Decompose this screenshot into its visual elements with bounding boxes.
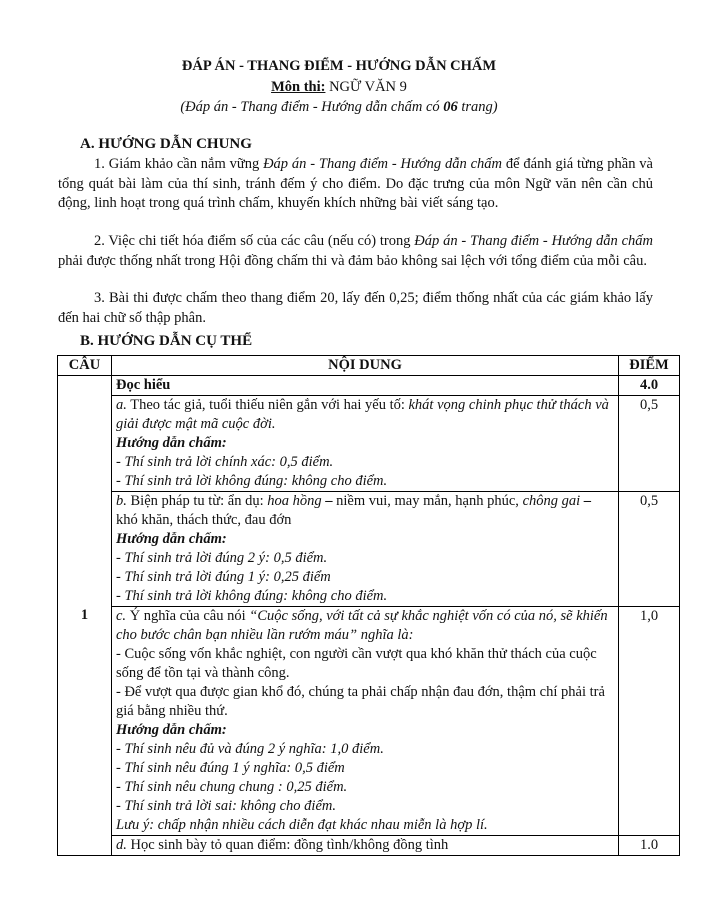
c-t2: nghĩa là: (357, 627, 414, 643)
d-text: Học sinh bày tỏ quan điểm: đồng tình/không đồng tình (126, 837, 449, 853)
p3-text: 3. Bài thi được chấm theo thang điểm 20, lấy đến 0,25; điểm thống nhất của các giám khảo lấy đến hai chữ số thập phân. (58, 290, 653, 326)
a-guide-2: - Thí sinh trả lời không đúng: không cho điểm. (116, 473, 388, 489)
c-guide-1: - Thí sinh nêu đủ và đúng 2 ý nghĩa: 1,0 điểm. (116, 741, 384, 757)
table-row-b (58, 492, 680, 607)
p2-italic: Đáp án - Thang điểm - Hướng dẫn chấm (414, 233, 654, 249)
b-t7: khó khăn, thách thức, đau đớn (116, 512, 292, 528)
part-points: 4.0 (619, 376, 680, 396)
c-guide-3: - Thí sinh nêu chung chung : 0,25 điểm. (116, 779, 348, 795)
answer-c (112, 607, 619, 836)
b-t6: – (580, 493, 592, 509)
b-guide-3: - Thí sinh trả lời không đúng: không cho điểm. (116, 588, 388, 604)
c-line-2: - Để vượt qua được gian khổ đó, chúng ta phải chấp nhận đau đớn, thậm chí phải trả giá bằng nhiều thứ. (116, 684, 605, 719)
b-guide-2: - Thí sinh trả lời đúng 1 ý: 0,25 điểm (116, 569, 331, 585)
page-count-prefix: (Đáp án - Thang điểm - Hướng dẫn chấm có (180, 99, 444, 115)
table-header-row (58, 356, 680, 376)
d-points: 1.0 (619, 836, 680, 856)
header-diem: ĐIỂM (619, 356, 680, 376)
section-b-heading: B. HƯỚNG DẪN CỤ THỂ (80, 333, 253, 349)
p1-start: 1. Giám khảo cần nắm vững (94, 156, 264, 172)
question-number: 1 (58, 376, 112, 856)
general-guide-paragraph-3 (58, 289, 653, 328)
guide-label-a: Hướng dẫn chấm: (116, 435, 227, 451)
a-text-italic: khát vọng chinh phục thử thách và giải được mật mã cuộc đời. (116, 397, 609, 432)
c-guide-4: - Thí sinh trả lời sai: không cho điểm. (116, 798, 336, 814)
header-cau: CÂU (58, 356, 112, 376)
p2-end: phải được thống nhất trong Hội đồng chấm thi và đảm bảo không sai lệch với tổng điểm của mỗi câu. (58, 252, 647, 269)
p1-italic: Đáp án - Thang điểm - Hướng dẫn chấm (263, 156, 503, 172)
p2-start: 2. Việc chi tiết hóa điểm số của các câu (nếu có) trong (94, 233, 415, 249)
a-text: Theo tác giả, tuổi thiếu niên gắn với hai yếu tố: (126, 397, 409, 413)
answer-a (112, 396, 619, 492)
part-title: Đọc hiểu (112, 376, 619, 396)
grading-table (57, 355, 680, 856)
b-t5: chông gai (522, 493, 581, 509)
general-guide-paragraph-2 (58, 232, 653, 271)
c-quote: “Cuộc sống, với tất cả sự khắc nghiệt vốn có của nó, sẽ khiến cho bước chân bạn nhiều lần rướm máu” (116, 608, 608, 643)
b-letter: b. (116, 493, 127, 509)
c-letter: c. (116, 608, 127, 624)
guide-label-b: Hướng dẫn chấm: (116, 531, 227, 547)
a-letter: a. (116, 397, 127, 413)
general-guide-paragraph-1 (58, 155, 653, 214)
b-guide-1: - Thí sinh trả lời đúng 2 ý: 0,5 điểm. (116, 550, 328, 566)
b-t3: – (321, 493, 337, 509)
page-count-suffix: trang) (457, 99, 498, 115)
c-line-1: - Cuộc sống vốn khắc nghiệt, con người cần vượt qua khó khăn thử thách của cuộc sống để tồn tại và thành công. (116, 646, 597, 681)
table-row-d (58, 836, 680, 856)
p1-end: để đánh giá từng phần và tổng quát bài làm của thí sinh, tránh đếm ý cho điểm. Do đặc trưng của môn Ngữ văn nên cần chủ động, linh hoạt trong quá trình chấm, khuyến khích những bài viết sáng tạo. (58, 156, 653, 211)
guide-label-c: Hướng dẫn chấm: (116, 722, 227, 738)
a-points: 0,5 (619, 396, 680, 492)
d-letter: d. (116, 837, 127, 853)
subject-value: NGỮ VĂN 9 (325, 79, 407, 95)
section-a-heading: A. HƯỚNG DẪN CHUNG (80, 136, 252, 152)
answer-d (112, 836, 619, 856)
answer-b (112, 492, 619, 607)
c-points: 1,0 (619, 607, 680, 836)
document-title: ĐÁP ÁN - THANG ĐIỂM - HƯỚNG DẪN CHẤM (181, 58, 497, 74)
table-row-part-title (58, 376, 680, 396)
c-note: Lưu ý: chấp nhận nhiều cách diễn đạt khác nhau miễn là hợp lí. (116, 817, 488, 833)
b-t4: niềm vui, may mắn, hạnh phúc, (336, 493, 523, 509)
c-guide-2: - Thí sinh nêu đúng 1 ý nghĩa: 0,5 điểm (116, 760, 345, 776)
b-points: 0,5 (619, 492, 680, 607)
c-t1: Ý nghĩa của câu nói (126, 608, 250, 624)
page-count-note (0, 99, 678, 116)
page-count-number: 06 (443, 99, 458, 115)
table-row-c (58, 607, 680, 836)
subject-line (0, 79, 678, 96)
b-t1: Biện pháp tu từ: ẩn dụ: (126, 493, 268, 509)
header-noi-dung: NỘI DUNG (112, 356, 619, 376)
b-t2: hoa hồng (267, 493, 322, 509)
a-guide-1: - Thí sinh trả lời chính xác: 0,5 điểm. (116, 454, 334, 470)
table-row-a (58, 396, 680, 492)
subject-label: Môn thi: (271, 79, 326, 95)
